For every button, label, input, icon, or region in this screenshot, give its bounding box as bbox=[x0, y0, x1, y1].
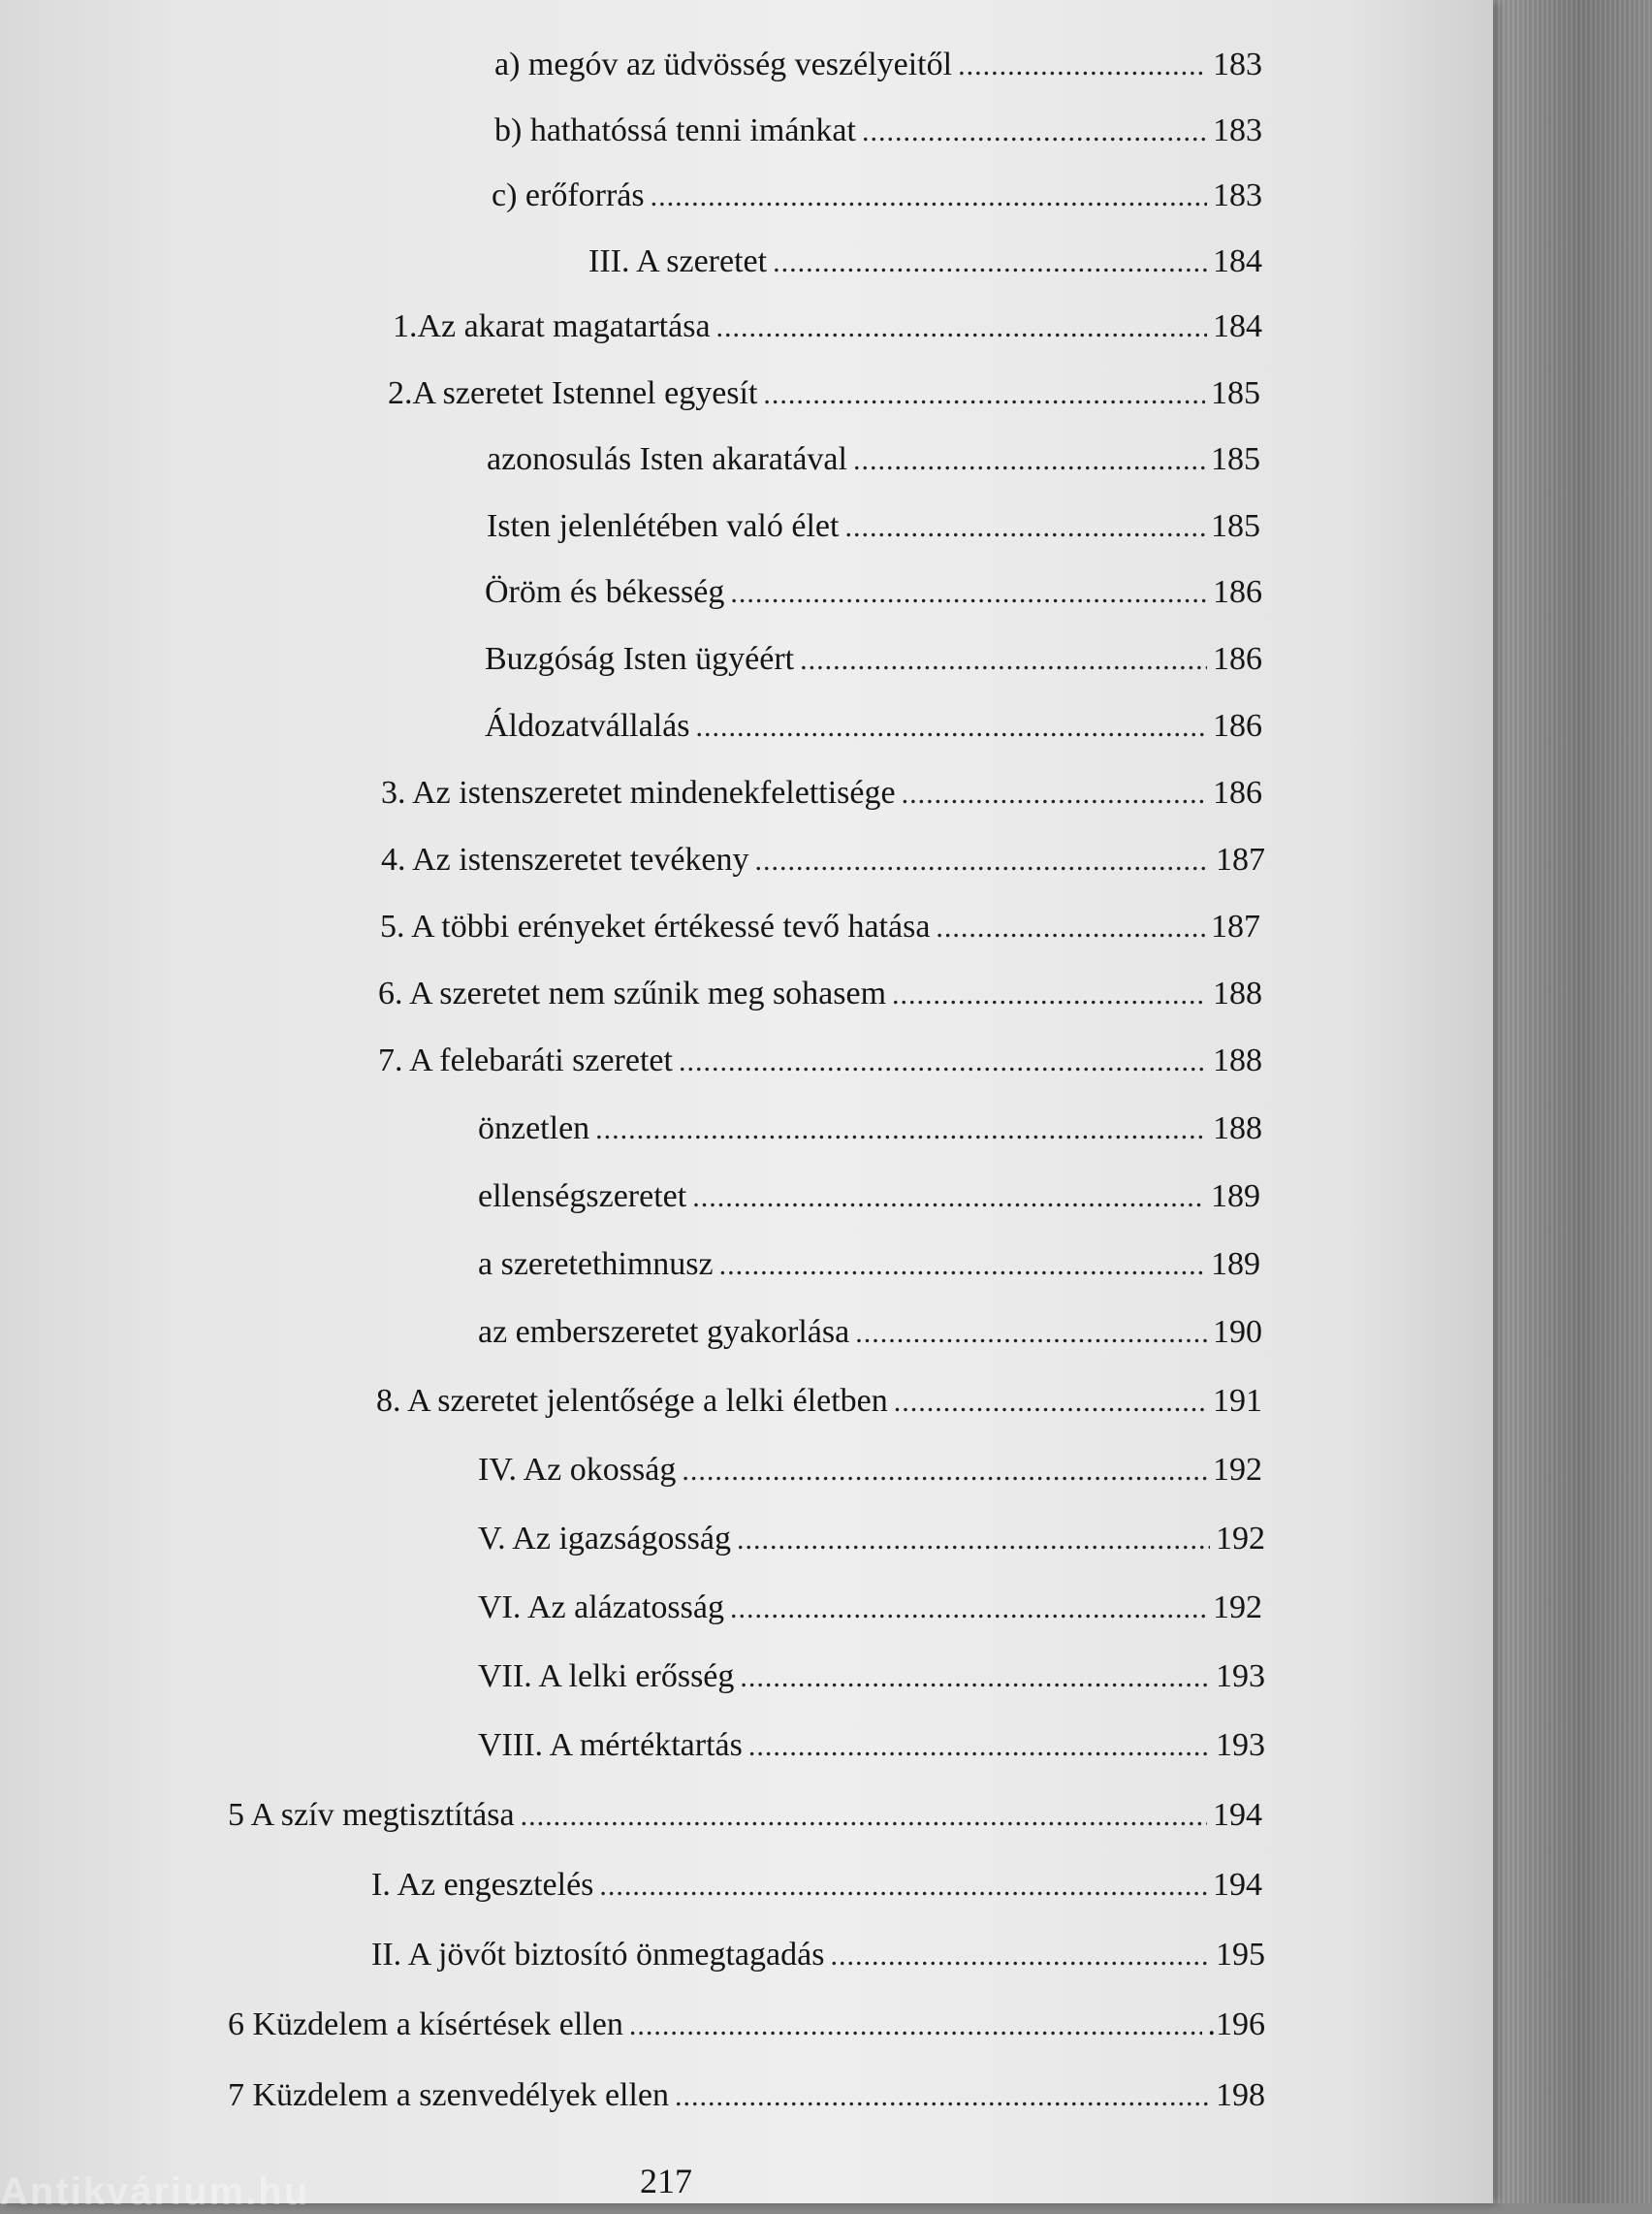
toc-entry-page: 186 bbox=[1213, 708, 1262, 744]
toc-entry-title: VIII. A mértéktartás bbox=[478, 1727, 743, 1763]
dot-leader bbox=[958, 49, 1207, 82]
dot-leader bbox=[682, 1455, 1207, 1488]
toc-entry-page: 194 bbox=[1213, 1867, 1262, 1903]
dot-leader bbox=[651, 180, 1207, 213]
toc-entry-title: II. A jövőt biztosító önmegtagadás bbox=[371, 1937, 825, 1973]
dot-leader bbox=[740, 1661, 1210, 1694]
toc-entry-title: 7 Küzdelem a szenvedélyek ellen bbox=[228, 2077, 670, 2113]
toc-entry-title: 8. A szeretet jelentősége a lelki életben bbox=[376, 1383, 888, 1419]
toc-entry-title: 6. A szeretet nem szűnik meg sohasem bbox=[378, 976, 887, 1011]
toc-entry-title: 6 Küzdelem a kísértések ellen bbox=[228, 2006, 623, 2042]
toc-entry-title: IV. Az okosság bbox=[478, 1452, 677, 1488]
toc-entry bbox=[478, 1178, 1260, 1223]
toc-entry bbox=[487, 508, 1260, 553]
toc-entry-page: 185 bbox=[1211, 508, 1260, 544]
dot-leader bbox=[629, 2009, 1202, 2042]
dot-leader bbox=[695, 711, 1207, 744]
toc-entry-page: 186 bbox=[1213, 641, 1262, 677]
toc-entry-page: 194 bbox=[1213, 1797, 1262, 1833]
toc-entry-title: 5. A többi erényeket értékessé tevő hatása bbox=[380, 909, 931, 945]
dot-leader bbox=[892, 979, 1207, 1011]
toc-entry-page: 183 bbox=[1213, 177, 1262, 213]
toc-entry bbox=[378, 1043, 1262, 1087]
toc-entry-page: 186 bbox=[1213, 775, 1262, 811]
dot-leader bbox=[737, 1524, 1210, 1556]
toc-entry-title: b) hathatóssá tenni imánkat bbox=[494, 112, 856, 148]
toc-entry-page: 189 bbox=[1211, 1246, 1260, 1282]
dot-leader bbox=[521, 1800, 1207, 1833]
dot-leader bbox=[716, 311, 1207, 344]
toc-entry-title: V. Az igazságosság bbox=[478, 1521, 731, 1556]
toc-entry bbox=[228, 2006, 1265, 2051]
toc-entry bbox=[485, 641, 1262, 686]
toc-entry bbox=[485, 708, 1262, 753]
dot-leader bbox=[748, 1730, 1210, 1763]
toc-entry bbox=[494, 112, 1262, 157]
dot-leader bbox=[830, 1940, 1210, 1973]
dot-leader bbox=[853, 444, 1205, 477]
dot-leader bbox=[719, 1249, 1205, 1282]
toc-entry bbox=[381, 775, 1262, 819]
dot-leader bbox=[862, 115, 1207, 148]
toc-entry-page: .196 bbox=[1207, 2006, 1265, 2042]
toc-entry-page: 187 bbox=[1211, 909, 1260, 945]
toc-entry bbox=[376, 1383, 1262, 1428]
toc-entry bbox=[371, 1867, 1262, 1911]
toc-entry-page: 188 bbox=[1213, 976, 1262, 1011]
dot-leader bbox=[730, 577, 1207, 610]
page-number: 217 bbox=[640, 2162, 692, 2200]
toc-entry-page: 186 bbox=[1213, 574, 1262, 610]
toc-entry-title: 1.Az akarat magatartása bbox=[393, 308, 711, 344]
toc-entry-title: 7. A felebaráti szeretet bbox=[378, 1043, 673, 1078]
dot-leader bbox=[894, 1386, 1207, 1419]
toc-entry bbox=[492, 177, 1262, 222]
toc-entry-title: önzetlen bbox=[478, 1110, 590, 1146]
dot-leader bbox=[675, 2080, 1210, 2113]
dot-leader bbox=[679, 1045, 1207, 1078]
toc-entry-page: 183 bbox=[1213, 47, 1262, 82]
toc-entry-title: III. A szeretet bbox=[588, 243, 768, 279]
toc-entry bbox=[478, 1658, 1265, 1703]
toc-entry bbox=[478, 1521, 1265, 1565]
toc-entry bbox=[371, 1937, 1265, 1981]
toc-entry bbox=[393, 308, 1262, 353]
toc-entry-title: ellenségszeretet bbox=[478, 1178, 687, 1214]
toc-entry-title: I. Az engesztelés bbox=[371, 1867, 594, 1903]
toc-entry bbox=[485, 574, 1262, 619]
toc-entry-title: Isten jelenlétében való élet bbox=[487, 508, 840, 544]
toc-entry bbox=[478, 1589, 1262, 1634]
toc-entry-page: 185 bbox=[1211, 441, 1260, 477]
toc-entry-page: 188 bbox=[1213, 1043, 1262, 1078]
toc-entry-page: 193 bbox=[1216, 1727, 1265, 1763]
toc-entry bbox=[494, 47, 1262, 91]
background-surface bbox=[1493, 0, 1652, 2203]
toc-entry bbox=[478, 1246, 1260, 1291]
toc-entry-page: 189 bbox=[1211, 1178, 1260, 1214]
toc-entry-title: Buzgóság Isten ügyéért bbox=[485, 641, 795, 677]
toc-entry bbox=[381, 842, 1265, 886]
dot-leader bbox=[755, 845, 1210, 878]
toc-entry bbox=[378, 976, 1262, 1020]
toc-entry bbox=[478, 1110, 1262, 1155]
toc-entry-page: 198 bbox=[1216, 2077, 1265, 2113]
toc-entry bbox=[380, 909, 1260, 953]
toc-entry-page: 190 bbox=[1213, 1314, 1262, 1350]
dot-leader bbox=[692, 1181, 1205, 1214]
toc-entry bbox=[228, 2077, 1265, 2122]
toc-entry-page: 187 bbox=[1216, 842, 1265, 878]
dot-leader bbox=[595, 1113, 1207, 1146]
toc-entry-title: 4. Az istenszeretet tevékeny bbox=[381, 842, 749, 878]
dot-leader bbox=[800, 644, 1207, 677]
watermark: Antikvárium.hu bbox=[0, 2170, 310, 2213]
toc-entry-page: 195 bbox=[1216, 1937, 1265, 1973]
toc-entry-page: 193 bbox=[1216, 1658, 1265, 1694]
dot-leader bbox=[763, 378, 1205, 411]
toc-entry-page: 192 bbox=[1213, 1589, 1262, 1625]
dot-leader bbox=[773, 246, 1207, 279]
toc-entry bbox=[487, 441, 1260, 486]
toc-entry-page: 191 bbox=[1213, 1383, 1262, 1419]
toc-entry-title: VII. A lelki erősség bbox=[478, 1658, 735, 1694]
toc-entry-title: VI. Az alázatosság bbox=[478, 1589, 724, 1625]
toc-entry-page: 184 bbox=[1213, 308, 1262, 344]
toc-entry-title: 5 A szív megtisztítása bbox=[228, 1797, 515, 1833]
toc-entry-title: az emberszeretet gyakorlása bbox=[478, 1314, 850, 1350]
dot-leader bbox=[936, 912, 1205, 945]
dot-leader bbox=[855, 1317, 1207, 1350]
dot-leader bbox=[844, 511, 1205, 544]
dot-leader bbox=[599, 1870, 1207, 1903]
toc-entry-title: azonosulás Isten akaratával bbox=[487, 441, 847, 477]
toc-entry-title: a) megóv az üdvösség veszélyeitől bbox=[494, 47, 953, 82]
toc-entry-page: 184 bbox=[1213, 243, 1262, 279]
toc-entry bbox=[588, 243, 1262, 288]
toc-entry bbox=[478, 1314, 1262, 1359]
toc-entry-title: 2.A szeretet Istennel egyesít bbox=[388, 375, 758, 411]
toc-entry-page: 192 bbox=[1216, 1521, 1265, 1556]
toc-entry bbox=[228, 1797, 1262, 1842]
toc-entry-title: c) erőforrás bbox=[492, 177, 645, 213]
toc-entry-title: 3. Az istenszeretet mindenekfelettisége bbox=[381, 775, 896, 811]
toc-entry bbox=[478, 1452, 1262, 1496]
toc-entry bbox=[478, 1727, 1265, 1772]
dot-leader bbox=[730, 1592, 1207, 1625]
toc-entry bbox=[388, 375, 1260, 420]
toc-entry-title: a szeretethimnusz bbox=[478, 1246, 714, 1282]
toc-entry-page: 185 bbox=[1211, 375, 1260, 411]
toc-entry-page: 183 bbox=[1213, 112, 1262, 148]
toc-entry-title: Áldozatvállalás bbox=[485, 708, 690, 744]
toc-entry-title: Öröm és békesség bbox=[485, 574, 725, 610]
toc-entry-page: 188 bbox=[1213, 1110, 1262, 1146]
toc-entry-page: 192 bbox=[1213, 1452, 1262, 1488]
dot-leader bbox=[902, 778, 1207, 811]
